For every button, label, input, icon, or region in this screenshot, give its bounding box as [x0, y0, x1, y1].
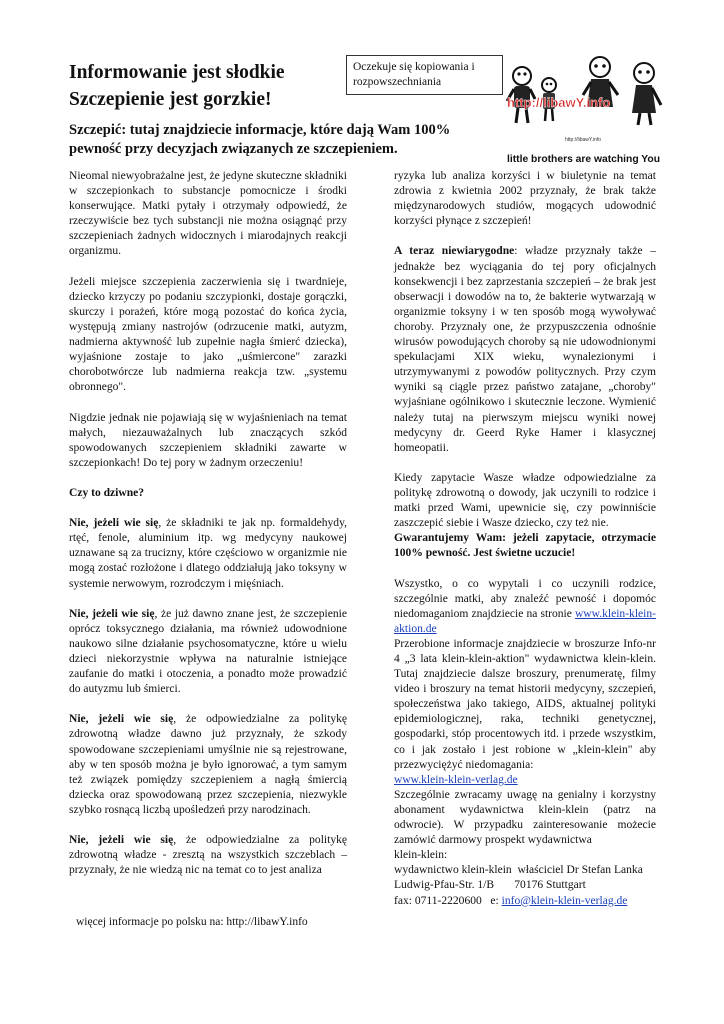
right-paragraph-4	[394, 577, 656, 637]
bold-lead: A teraz niewiarygodne	[394, 245, 515, 258]
address-line-2: wydawnictwo klein-klein właściciel Dr Stefan Lanka	[394, 864, 643, 877]
figures-illustration-icon	[505, 55, 663, 167]
copy-notice-box: Oczekuje się kopiowania i rozpowszechniania	[346, 55, 503, 95]
address-line-4	[394, 894, 656, 909]
logo-caption: little brothers are watching You	[507, 153, 660, 165]
logo-url-text: http://libawY.info	[507, 95, 611, 110]
address-line-1: klein-klein:	[394, 849, 448, 862]
left-paragraph-1: Nieomal niewyobrażalne jest, że jedyne skuteczne składniki w szczepionkach to substancje pomocnicze i środki konserwujące. Matki pytały i otrzymały odpowiedź, że rzeczywiście bez tych substancji nie można osiągnąć przy szczepieniach żadnych widocznych i miarodajnych reakcji organizmu.	[69, 170, 347, 258]
paragraph-text: , że już dawno znane jest, że szczepienie oprócz toksycznego działania, ma również udowodnione naukowo silne działanie psychosomatyczne, które u wielu dzieci niekorzystnie wpływa na naturalnie istniejące zaufanie do matki i otoczenia, a ponadto może prowadzić do autyzmu lub śmierci.	[69, 607, 347, 696]
bold-lead: Nie, jeżeli wie się	[69, 713, 174, 726]
paragraph-text: Wszystko, o co wypytali i co uczynili rodzice, szczególnie matki, aby znaleźć pewność i dopomóc niedomaganiom znajdziecie na stronie	[394, 577, 656, 620]
question-text: Czy to dziwne?	[69, 486, 145, 499]
paragraph-text: , że składniki te jak np. formaldehydy, rtęć, fenole, aluminium itp. wg medycyny naukowej uznawane są za trucizny, które częściowo w organizmie nie mogą zostać rozłożone i dlatego oddziałują jako toksyny w systemie nerwowym, rozrodczym i mięśniach.	[69, 517, 347, 590]
left-column	[69, 169, 347, 878]
right-column	[394, 169, 656, 909]
paragraph-text: Kiedy zapytacie Wasze władze odpowiedzialne za politykę zdrowotną o dowody, jak uczynili to rodzice i matki przed Wami, upewnicie się, czy powinniście zaszczepić siebie i Wasze dziecko, czy też nie.	[394, 471, 656, 530]
paragraph-text: , że odpowiedzialne za politykę zdrowotną władze dawno już przyznały, że szkody spowodowane szczepieniami umyślnie nie są rejestrowane, aby w ten sposób można je było ignorować, a tym samym też związek pomiędzy szczepieniem a nagłą śmiercią dziecka oraz spowodowaną przez szczepienia, niezwykle szybko rosnącą liczbą upośledzeń przy narodzinach.	[69, 713, 347, 816]
left-paragraph-2: Jeżeli miejsce szczepienia zaczerwienia się i twardnieje, dziecko krzyczy po podaniu szczypionki, dostaje gorączki, skurczy i porażeń, które mogą pozostać do końca życia, występują zmiany nastrojów (odrzucenie matki, autyzm, nadmierna aktywność lub zupełnie nagła śmierć dziecka), wyjaśnione zostaje to jako „uśmiercone" zarazki chorobotwórcze lub nadmierna reakcja tzw. „systemu obronnego".	[69, 275, 347, 394]
left-question	[69, 486, 347, 501]
klein-klein-verlag-link[interactable]: www.klein-klein-verlag.de	[394, 773, 518, 786]
subtitle: Szczepić: tutaj znajdziecie informacje, które dają Wam 100% pewność przy decyzjach związanych ze szczepieniem.	[69, 122, 451, 157]
paragraph-text: , że odpowiedzialne za politykę zdrowotną władze - zresztą na wszystkich szczeblach – przyznały, że nie wiedzą nic na temat co to jest analiza	[69, 834, 347, 877]
right-paragraph-1: ryzyka lub analiza korzyści i w biuletynie na temat zdrowia z kwietnia 2002 przyznały, że brak także międzynarodowych studiów, mogących udowodnić korzyści płynące z szczepień!	[394, 170, 656, 228]
klein-klein-aktion-link[interactable]: www.klein-klein-aktion.de	[394, 607, 656, 635]
page-title	[69, 59, 339, 113]
figure-right-icon	[632, 63, 661, 125]
footer-note: więcej informacje po polsku na: http://libawY.info	[76, 916, 308, 928]
left-paragraph-6	[69, 607, 347, 698]
right-paragraph-6: Szczególnie zwracamy uwagę na genialny i korzystny abonament wydawnictwa klein-klein (patrz na odwrocie). W przypadku zainteresowanie możecie zamówić darmowy prospekt wydawnictwa	[394, 788, 656, 847]
bold-lead: Nie, jeżeli wie się	[69, 834, 174, 847]
right-paragraph-5	[394, 637, 656, 788]
logo-small-url: http://libawY.info	[565, 137, 602, 143]
title-line-1: Informowanie jest słodkie	[69, 62, 285, 83]
title-line-2: Szczepienie jest gorzkie!	[69, 89, 272, 110]
address-line-3: Ludwig-Pfau-Str. 1/B 70176 Stuttgart	[394, 879, 586, 892]
left-paragraph-8	[69, 833, 347, 878]
left-paragraph-7	[69, 712, 347, 818]
email-link[interactable]: info@klein-klein-verlag.de	[501, 894, 628, 907]
right-paragraph-3	[394, 471, 656, 562]
paragraph-text: Przerobione informacje znajdziecie w broszurze Info-nr 4 „3 lata klein-klein-aktion" wydawnictwa klein-klein. Tutaj znajdziecie dalsze broszury, prenumeratę, filmy video i broszury na temat historii medycyny, szczepień, społeczeństwa jako takiego, AIDS, aktualnej polityki epidemiologicznej, raka, techniki genetycznej, gospodarki, stóp procentowych itd. i przede wszystkim, co i jak zostało i jest robione w „klein-klein" aby przezwyciężyć niedomagania:	[394, 637, 656, 771]
libawy-logo	[505, 55, 663, 167]
fax-text: fax: 0711-2220600 e:	[394, 894, 502, 907]
right-paragraph-2	[394, 244, 656, 455]
bold-lead: Nie, jeżeli wie się	[69, 607, 155, 620]
left-paragraph-5	[69, 516, 347, 591]
guarantee-text: Gwarantujemy Wam: jeżeli zapytacie, otrzymacie 100% pewność. Jest świetne uczucie!	[394, 532, 656, 560]
paragraph-text: : władze przyznały także – jednakże bez wyciągania do tej pory oficjalnych konsekwencji i bez zaprzestania szczepień – że brak jest obserwacji i dowodów na to, że bakterie wytwarzają w organizmie toksyny i w ten sposób mogą wywoływać choroby. Przyznały one, że przypuszczenia odnośnie wirusów powodujących choroby są nie udowodnionymi spekulacjami XIX wieku, wynalezionymi i utrzymywanymi z powodów politycznych. Przy czym wyniki są ciągle przez państwo zatajane, „choroby" wyjaśniane ogólnikowo i skutecznie leczone. Wymienić należy tutaj na pierwszym miejscu wyniki nowej medycyny dr. Geerd Ryke Hamer i klasycznej homeopatii.	[394, 245, 656, 454]
bold-lead: Nie, jeżeli wie się	[69, 517, 159, 530]
left-paragraph-3: Nigdzie jednak nie pojawiają się w wyjaśnieniach na temat małych, niezauważalnych lub znaczących szkód spowodowanych szczepieniem składniki zawarte w szczepionkach! Do tej pory w żadnym orzeczeniu!	[69, 411, 347, 469]
